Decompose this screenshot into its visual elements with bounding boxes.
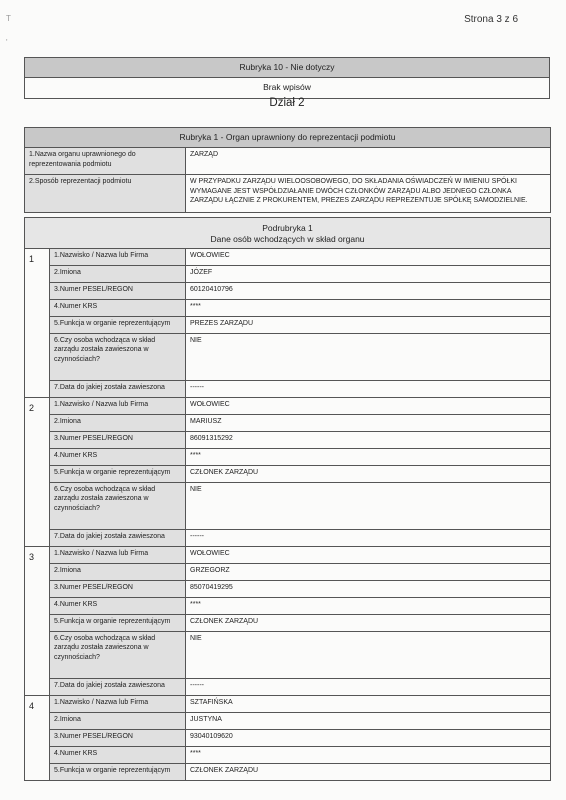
- field-value: PREZES ZARZĄDU: [186, 316, 551, 333]
- field-value: W PRZYPADKU ZARZĄDU WIELOOSOBOWEGO, DO SKŁADANIA OŚWIADCZEŃ W IMIENIU SPÓŁKI WYMAGANE JEST WSPÓŁDZIAŁANIE DWÓCH CZŁONKÓW ZARZĄDU ALBO JEDNEGO CZŁONKA ZARZĄDU ŁĄCZNIE Z PROKURENTEM, PREZES ZARZĄDU REPREZENTUJE SPÓŁKĘ SAMODZIELNIE.: [186, 175, 551, 213]
- podrubryka-subtitle: Dane osób wchodzących w skład organu: [210, 234, 365, 245]
- person-row: [25, 380, 551, 397]
- field-value: ****: [186, 746, 551, 763]
- field-label: 2.Imiona: [50, 712, 186, 729]
- page-number: Strona 3 z 6: [464, 14, 518, 25]
- field-label: 5.Funkcja w organie reprezentującym: [50, 763, 186, 780]
- field-label: 1.Nazwisko / Nazwa lub Firma: [50, 248, 186, 265]
- field-value: CZŁONEK ZARZĄDU: [186, 465, 551, 482]
- scan-mark: T: [6, 14, 11, 23]
- field-label: 4.Numer KRS: [50, 597, 186, 614]
- person-row: [25, 614, 551, 631]
- person-row: [25, 414, 551, 431]
- person-number: 4: [25, 695, 50, 780]
- person-row: [25, 563, 551, 580]
- field-value: SZTAFIŃSKA: [186, 695, 551, 712]
- field-value: ****: [186, 299, 551, 316]
- field-value: ------: [186, 380, 551, 397]
- person-row: [25, 631, 551, 678]
- field-value: ****: [186, 448, 551, 465]
- field-label: 6.Czy osoba wchodząca w skład zarządu została zawieszona w czynnościach?: [50, 631, 186, 678]
- field-label: 7.Data do jakiej została zawieszona: [50, 678, 186, 695]
- person-number: 1: [25, 248, 50, 397]
- podrubryka-title: Podrubryka 1: [262, 223, 313, 233]
- rubryka-10-section: [24, 57, 550, 99]
- field-label: 7.Data do jakiej została zawieszona: [50, 529, 186, 546]
- field-value: 86091315292: [186, 431, 551, 448]
- field-label: 4.Numer KRS: [50, 299, 186, 316]
- person-row: [25, 695, 551, 712]
- field-label: 6.Czy osoba wchodząca w skład zarządu została zawieszona w czynnościach?: [50, 333, 186, 380]
- person-number: 3: [25, 546, 50, 695]
- field-value: NIE: [186, 631, 551, 678]
- person-row: [25, 546, 551, 563]
- person-row: [25, 316, 551, 333]
- field-value: CZŁONEK ZARZĄDU: [186, 614, 551, 631]
- field-value: MARIUSZ: [186, 414, 551, 431]
- field-value: WOŁOWIEC: [186, 397, 551, 414]
- person-row: [25, 282, 551, 299]
- field-value: JÓZEF: [186, 265, 551, 282]
- field-value: WOŁOWIEC: [186, 546, 551, 563]
- field-label: 2.Sposób reprezentacji podmiotu: [25, 175, 186, 213]
- rubryka-10-value: Brak wpisów: [25, 78, 550, 98]
- field-label: 5.Funkcja w organie reprezentującym: [50, 465, 186, 482]
- person-row: [25, 397, 551, 414]
- person-row: [25, 482, 551, 529]
- field-value: ------: [186, 678, 551, 695]
- person-row: [25, 763, 551, 780]
- person-number: 2: [25, 397, 50, 546]
- field-value: GRZEGORZ: [186, 563, 551, 580]
- field-label: 3.Numer PESEL/REGON: [50, 580, 186, 597]
- field-value: 85070419295: [186, 580, 551, 597]
- field-value: ZARZĄD: [186, 148, 551, 175]
- person-row: [25, 448, 551, 465]
- field-label: 2.Imiona: [50, 414, 186, 431]
- person-row: [25, 597, 551, 614]
- scan-mark: ': [6, 38, 8, 47]
- field-label: 3.Numer PESEL/REGON: [50, 282, 186, 299]
- person-row: [25, 729, 551, 746]
- field-label: 5.Funkcja w organie reprezentującym: [50, 614, 186, 631]
- person-row: [25, 465, 551, 482]
- field-label: 3.Numer PESEL/REGON: [50, 431, 186, 448]
- field-label: 4.Numer KRS: [50, 448, 186, 465]
- person-row: [25, 265, 551, 282]
- field-label: 1.Nazwisko / Nazwa lub Firma: [50, 397, 186, 414]
- person-row: [25, 746, 551, 763]
- section-title: Dział 2: [269, 97, 305, 109]
- person-row: [25, 248, 551, 265]
- podrubryka-1-section: [24, 217, 550, 781]
- rubryka-1-section: [24, 127, 550, 213]
- person-row: [25, 580, 551, 597]
- person-row: [25, 529, 551, 546]
- field-label: 4.Numer KRS: [50, 746, 186, 763]
- field-value: 60120410796: [186, 282, 551, 299]
- person-row: [25, 712, 551, 729]
- field-label: 5.Funkcja w organie reprezentującym: [50, 316, 186, 333]
- field-value: ------: [186, 529, 551, 546]
- field-value: NIE: [186, 333, 551, 380]
- field-label: 1.Nazwisko / Nazwa lub Firma: [50, 546, 186, 563]
- field-value: ****: [186, 597, 551, 614]
- field-value: JUSTYNA: [186, 712, 551, 729]
- field-label: 7.Data do jakiej została zawieszona: [50, 380, 186, 397]
- field-label: 3.Numer PESEL/REGON: [50, 729, 186, 746]
- field-label: 1.Nazwisko / Nazwa lub Firma: [50, 695, 186, 712]
- person-row: [25, 678, 551, 695]
- field-label: 2.Imiona: [50, 265, 186, 282]
- field-value: NIE: [186, 482, 551, 529]
- person-row: [25, 333, 551, 380]
- field-label: 6.Czy osoba wchodząca w skład zarządu została zawieszona w czynnościach?: [50, 482, 186, 529]
- field-value: CZŁONEK ZARZĄDU: [186, 763, 551, 780]
- rubryka-10-title: Rubryka 10 - Nie dotyczy: [25, 58, 550, 78]
- field-label: 1.Nazwa organu uprawnionego do reprezentowania podmiotu: [25, 148, 186, 175]
- podrubryka-header: [25, 218, 551, 249]
- person-row: [25, 431, 551, 448]
- field-value: 93040109620: [186, 729, 551, 746]
- rubryka-1-title: Rubryka 1 - Organ uprawniony do reprezentacji podmiotu: [25, 128, 551, 148]
- field-value: WOŁOWIEC: [186, 248, 551, 265]
- person-row: [25, 299, 551, 316]
- field-label: 2.Imiona: [50, 563, 186, 580]
